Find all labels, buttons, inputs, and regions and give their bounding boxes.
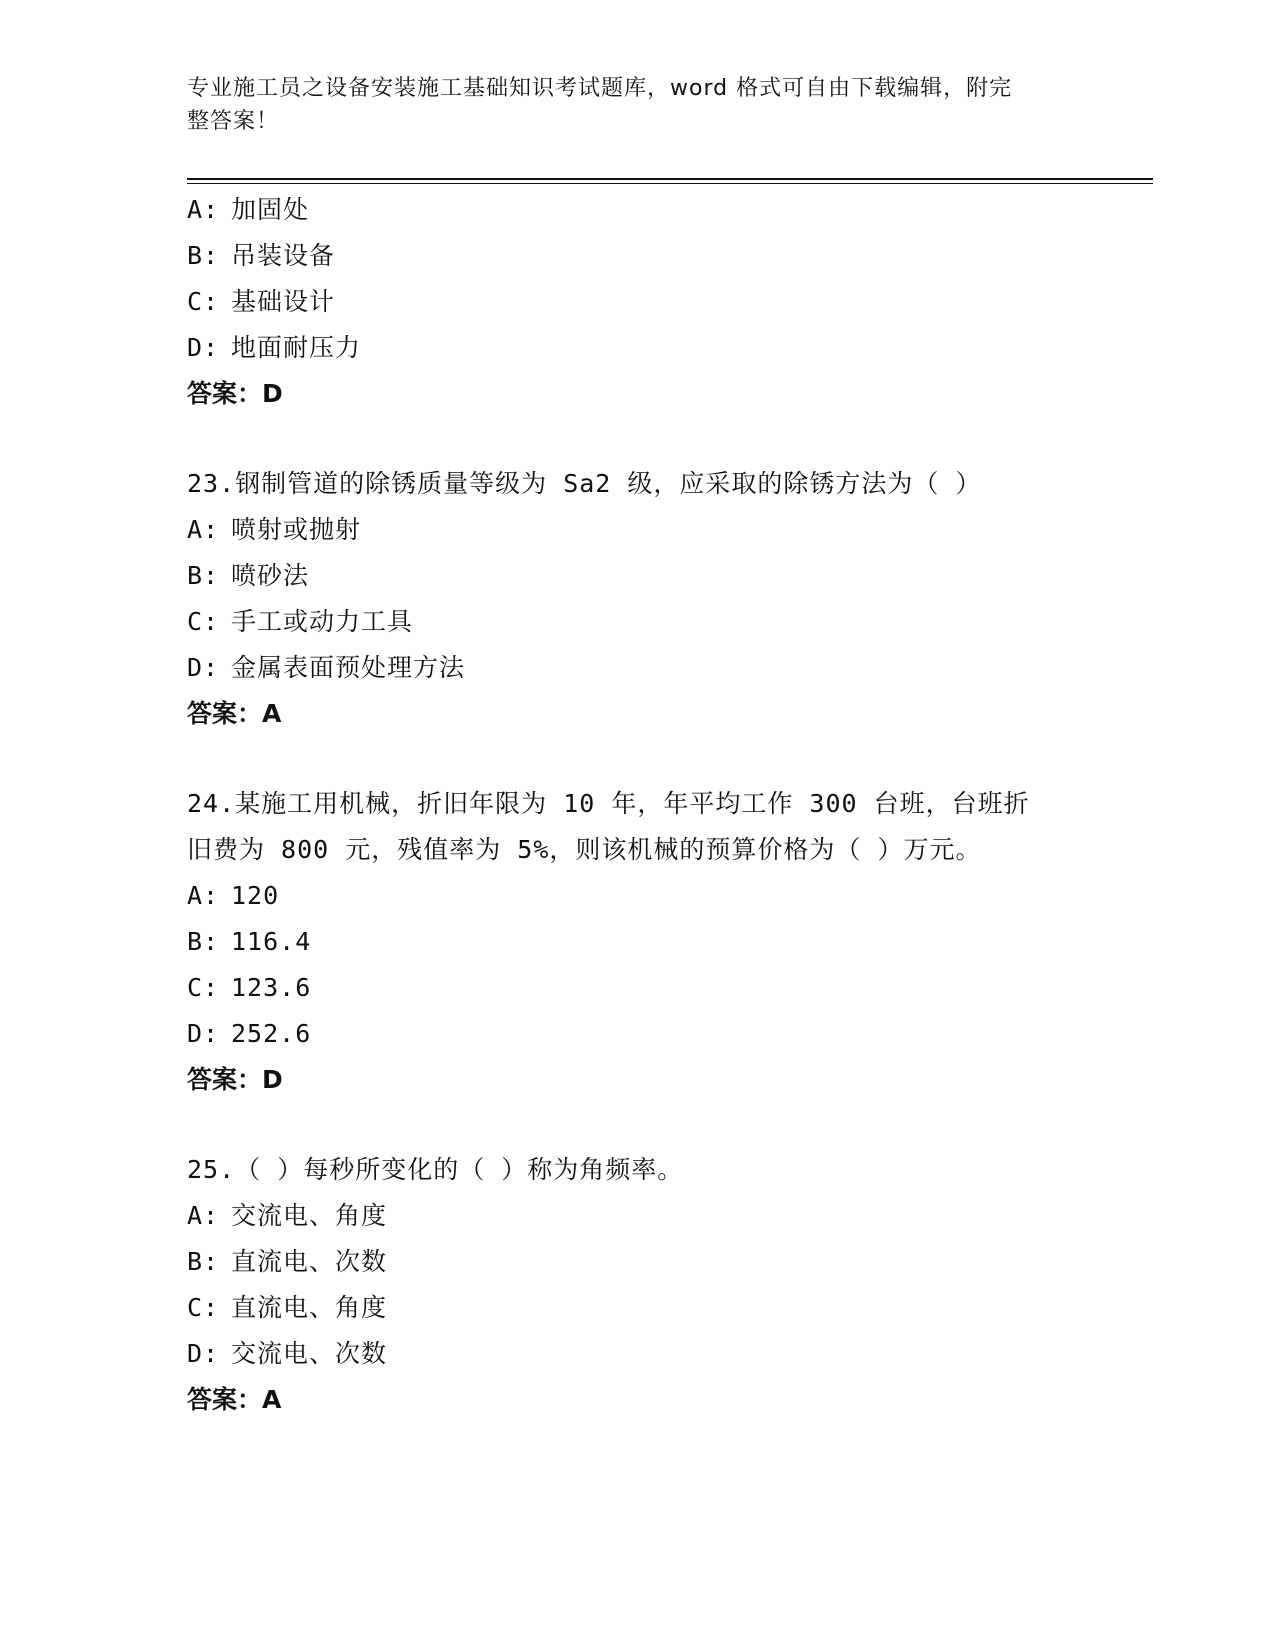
- option-d: D: 252.6: [187, 1019, 312, 1048]
- answer-line: 答案：D: [187, 379, 283, 408]
- question-content: [187, 187, 1087, 1423]
- header-line-2: 整答案！: [187, 109, 280, 134]
- question-stem: 25.（ ）每秒所变化的（ ）称为角频率。: [187, 1155, 684, 1184]
- option-c: C: 基础设计: [187, 287, 336, 316]
- option-a: A: 加固处: [187, 195, 310, 224]
- prev-question-block: [187, 187, 1087, 417]
- option-d: D: 地面耐压力: [187, 333, 362, 362]
- option-b: B: 直流电、次数: [187, 1247, 388, 1276]
- option-d: D: 交流电、次数: [187, 1339, 388, 1368]
- option-a: A: 交流电、角度: [187, 1201, 388, 1230]
- option-c: C: 123.6: [187, 973, 312, 1002]
- header-divider-thick: [187, 178, 1153, 180]
- header-divider-thin: [187, 183, 1153, 184]
- question-stem-line-2: 旧费为 800 元，残值率为 5%，则该机械的预算价格为（ ）万元。: [187, 835, 982, 864]
- option-b: B: 116.4: [187, 927, 312, 956]
- question-block-23: [187, 461, 1087, 737]
- question-stem-line-1: 24.某施工用机械，折旧年限为 10 年，年平均工作 300 台班，台班折: [187, 789, 1030, 818]
- answer-line: 答案：A: [187, 1385, 282, 1414]
- option-a: A: 120: [187, 881, 280, 910]
- question-block-25: [187, 1147, 1087, 1423]
- option-d: D: 金属表面预处理方法: [187, 653, 466, 682]
- question-stem: 23.钢制管道的除锈质量等级为 Sa2 级，应采取的除锈方法为（ ）: [187, 469, 982, 498]
- option-a: A: 喷射或抛射: [187, 515, 362, 544]
- header-line-1: 专业施工员之设备安装施工基础知识考试题库，word 格式可自由下载编辑，附完: [187, 76, 1013, 101]
- option-c: C: 直流电、角度: [187, 1293, 388, 1322]
- answer-line: 答案：D: [187, 1065, 283, 1094]
- option-b: B: 喷砂法: [187, 561, 310, 590]
- question-block-24: [187, 781, 1087, 1103]
- answer-line: 答案：A: [187, 699, 282, 728]
- option-c: C: 手工或动力工具: [187, 607, 414, 636]
- option-b: B: 吊装设备: [187, 241, 336, 270]
- document-header: [187, 72, 1067, 138]
